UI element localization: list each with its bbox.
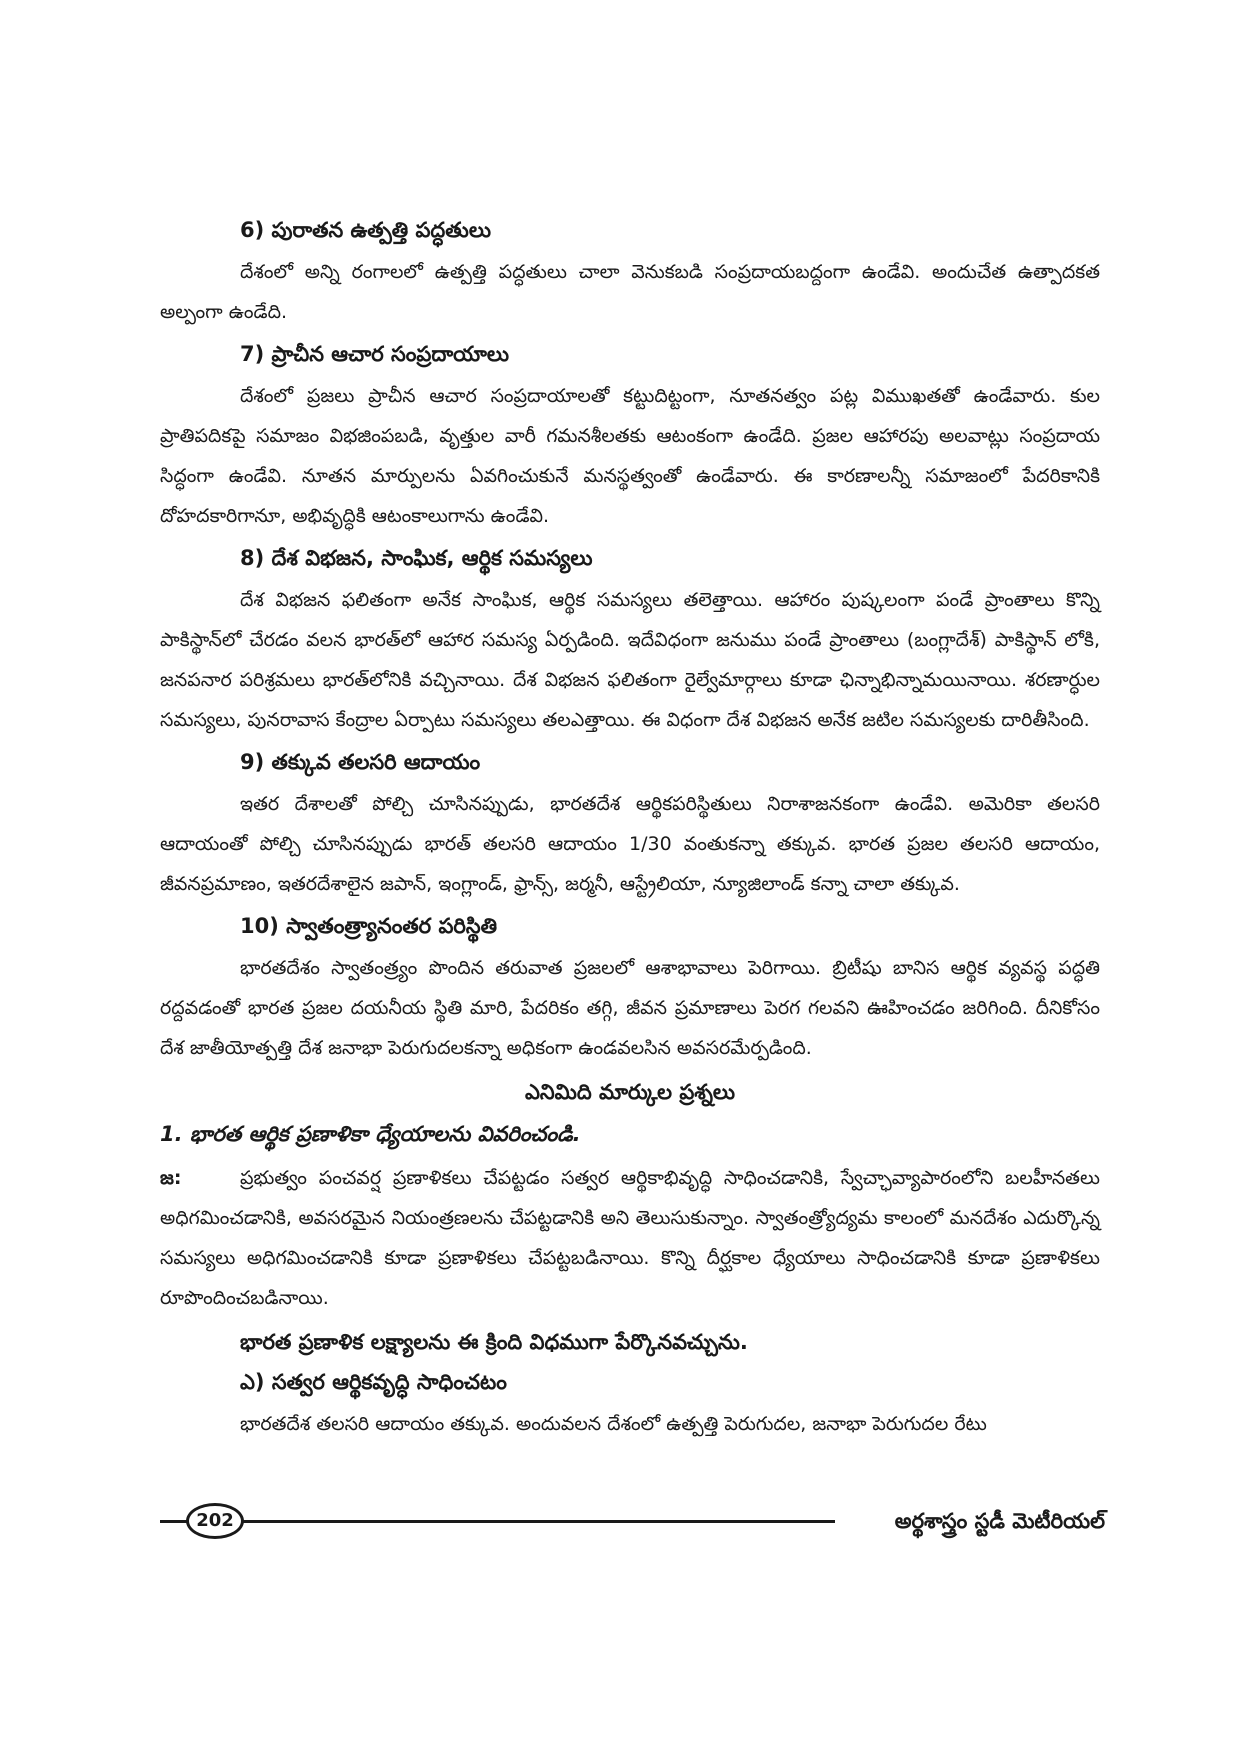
section-heading-9: 9) తక్కువ తలసరి ఆదాయం (240, 750, 481, 774)
page-content (160, 212, 1100, 1448)
marks-heading: ఎనిమిది మార్కుల ప్రశ్నలు (524, 1080, 736, 1104)
page-number: 202 (186, 1503, 244, 1539)
goals-intro: భారత ప్రణాళిక లక్ష్యాలను ఈ క్రింది విధముగా పేర్కొనవచ్చును. (240, 1330, 748, 1354)
section-text-8: దేశ విభజన ఫలితంగా అనేక సాంఘిక, ఆర్థిక సమస్యలు తలెత్తాయి. ఆహారం పుష్కలంగా పండే ప్రాంతాలు కొన్ని పాకిస్థాన్‌లో చేరడం వలన భారత్‌లో ఆహార సమస్య ఏర్పడింది. ఇదేవిధంగా జనుము పండే ప్రాంతాలు (బంగ్లాదేశ్) పాకిస్థాన్ లోకి, జనపనార పరిశ్రమలు భారత్‌లోనికి వచ్చినాయి. దేశ విభజన ఫలితంగా రైల్వేమార్గాలు కూడా ఛిన్నాభిన్నామయినాయి. శరణార్ధుల సమస్యలు, పునరావాస కేంద్రాల ఏర్పాటు సమస్యలు తలఎత్తాయి. ఈ విధంగా దేశ విభజన అనేక జటిల సమస్యలకు దారితీసింది. (160, 589, 1100, 731)
section-heading-8: 8) దేశ విభజన, సాంఘిక, ఆర్థిక సమస్యలు (240, 546, 593, 570)
section-text-6: దేశంలో అన్ని రంగాలలో ఉత్పత్తి పద్ధతులు చాలా వెనుకబడి సంప్రదాయబద్దంగా ఉండేవి. అందుచేత ఉత్పాదకత అల్పంగా ఉండేది. (160, 261, 1100, 323)
footer-title: అర్థశాస్త్రం స్టడీ మెటీరియల్ (894, 1509, 1105, 1533)
section-text-7: దేశంలో ప్రజలు ప్రాచీన ఆచార సంప్రదాయాలతో కట్టుదిట్టంగా, నూతనత్వం పట్ల విముఖతతో ఉండేవారు. కుల ప్రాతిపదికపై సమాజం విభజింపబడి, వృత్తుల వారీ గమనశీలతకు ఆటంకంగా ఉండేది. ప్రజల ఆహారపు అలవాట్లు సంప్రదాయ సిద్ధంగా ఉండేవి. నూతన మార్పులను ఏవగించుకునే మనస్థత్వంతో ఉండేవారు. ఈ కారణాలన్నీ సమాజంలో పేదరికానికి దోహదకారిగానూ, అభివృద్ధికి ఆటంకాలుగాను ఉండేవి. (160, 385, 1100, 527)
answer-label: జ: (160, 1167, 182, 1189)
section-heading-7: 7) ప్రాచీన ఆచార సంప్రదాయాలు (240, 342, 510, 366)
answer-text: ప్రభుత్వం పంచవర్ష ప్రణాళికలు చేపట్టడం సత్వర ఆర్థికాభివృద్ధి సాధించడానికి, స్వేచ్ఛావ్యాపారంలోని బలహీనతలు అధిగమించడానికి, అవసరమైన నియంత్రణలను చేపట్టడానికి అని తెలుసుకున్నాం. స్వాతంత్ర్యోద్యమ కాలంలో మనదేశం ఎదుర్కొన్న సమస్యలు అధిగమించడానికి కూడా ప్రణాళికలు చేపట్టబడినాయి. కొన్ని దీర్ఘకాల ధ్యేయాలు సాధించడానికి కూడా ప్రణాళికలు రూపొందించబడినాయి. (160, 1167, 1100, 1309)
section-heading-10: 10) స్వాతంత్ర్యానంతర పరిస్థితి (240, 914, 497, 938)
subsection-heading-a: ఎ) సత్వర ఆర్థికవృద్ధి సాధించటం (240, 1370, 507, 1394)
subsection-text-a: భారతదేశ తలసరి ఆదాయం తక్కువ. అందువలన దేశంలో ఉత్పత్తి పెరుగుదల, జనాభా పెరుగుదల రేటు (240, 1413, 987, 1435)
page-footer (160, 1503, 1105, 1539)
answer-block (160, 1158, 1100, 1318)
footer-rule (242, 1520, 835, 1523)
question-1: 1. భారత ఆర్థిక ప్రణాళికా ధ్యేయాలను వివరించండి. (160, 1122, 581, 1146)
section-text-10: భారతదేశం స్వాతంత్ర్యం పొందిన తరువాత ప్రజలలో ఆశాభావాలు పెరిగాయి. బ్రిటీషు బానిస ఆర్థిక వ్యవస్థ పద్ధతి రద్దవడంతో భారత ప్రజల దయనీయ స్థితి మారి, పేదరికం తగ్గి, జీవన ప్రమాణాలు పెరగ గలవని ఊహించడం జరిగింది. దీనికోసం దేశ జాతీయోత్పత్తి దేశ జనాభా పెరుగుదలకన్నా అధికంగా ఉండవలసిన అవసరమేర్పడింది. (160, 957, 1100, 1059)
section-heading-6: 6) పురాతన ఉత్పత్తి పద్ధతులు (240, 218, 491, 242)
section-text-9: ఇతర దేశాలతో పోల్చి చూసినప్పుడు, భారతదేశ ఆర్థికపరిస్థితులు నిరాశాజనకంగా ఉండేవి. అమెరికా తలసరి ఆదాయంతో పోల్చి చూసినప్పుడు భారత్ తలసరి ఆదాయం 1/30 వంతుకన్నా తక్కువ. భారత ప్రజల తలసరి ఆదాయం, జీవనప్రమాణం, ఇతరదేశాలైన జపాన్, ఇంగ్లాండ్, ఫ్రాన్స్, జర్మనీ, ఆస్ట్రేలియా, న్యూజిలాండ్ కన్నా చాలా తక్కువ. (160, 793, 1100, 895)
